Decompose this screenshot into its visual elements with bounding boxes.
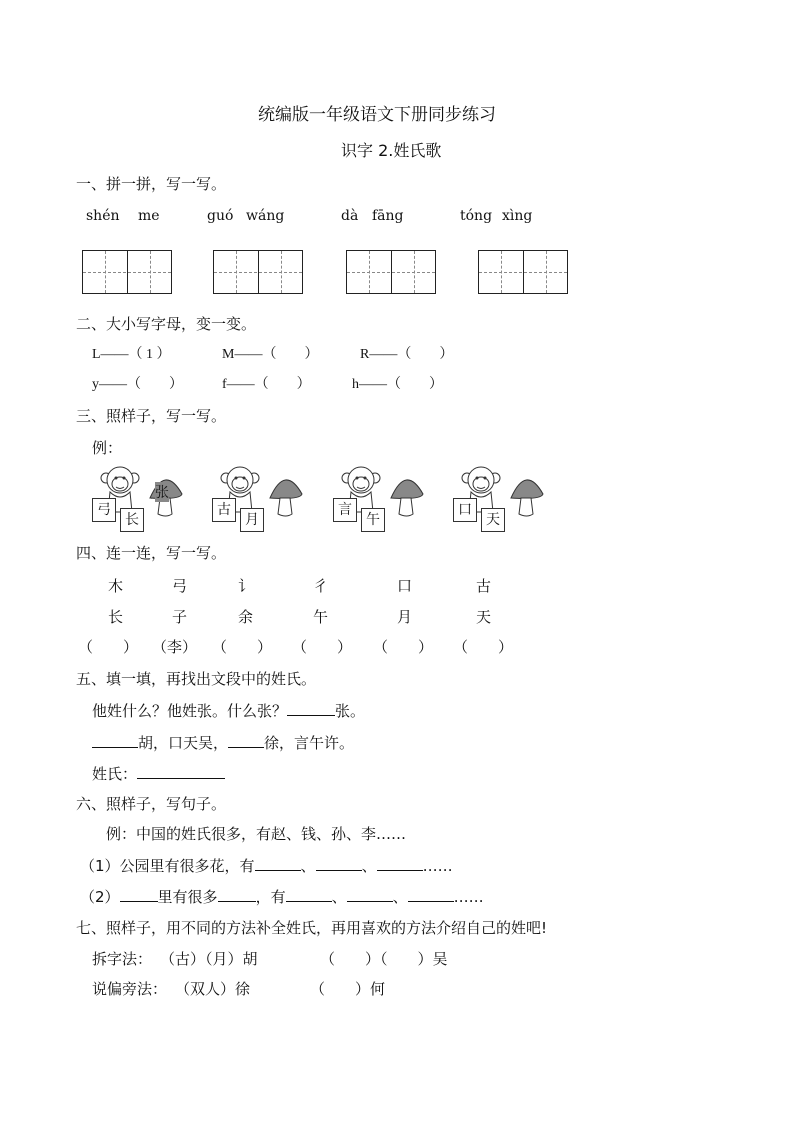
pinyin-4b: xìng	[502, 208, 533, 224]
q6-text: 、	[361, 857, 377, 875]
q5-heading: 五、填一填，再找出文段中的姓氏。	[76, 670, 317, 688]
radical-box: 弓	[92, 498, 116, 522]
writing-grid[interactable]	[478, 250, 568, 294]
method-blank[interactable]: （ ）（ ）吴	[320, 950, 448, 968]
component-box: 长	[120, 508, 144, 532]
match-top[interactable]: 古	[476, 577, 492, 595]
fill-blank[interactable]	[218, 887, 256, 902]
letter-item[interactable]: y——（ ）	[92, 377, 183, 392]
letter-item[interactable]: M——（ ）	[222, 347, 319, 362]
pinyin-2a: guó	[207, 208, 234, 224]
match-bottom[interactable]: 余	[238, 608, 254, 626]
q3-heading: 三、照样子，写一写。	[76, 407, 227, 425]
q6-text: （1）公园里有很多花，有	[80, 857, 255, 875]
fill-blank[interactable]	[377, 856, 423, 871]
example-label: 例：	[92, 439, 123, 457]
match-bottom[interactable]: 天	[476, 608, 492, 626]
lesson-subtitle: 识字 2.姓氏歌	[341, 141, 442, 160]
q6-text: 、	[300, 857, 316, 875]
fill-blank[interactable]	[228, 733, 264, 748]
q6-text: ……	[453, 888, 484, 906]
q6-text: 、	[331, 888, 347, 906]
match-top[interactable]: 弓	[172, 577, 188, 595]
fill-blank[interactable]	[287, 701, 335, 716]
fill-blank[interactable]	[255, 856, 301, 871]
match-answer[interactable]: （ ）	[373, 638, 434, 656]
q6-text: 里有很多	[157, 888, 218, 906]
q6-text: 、	[392, 888, 408, 906]
q6-example: 例：中国的姓氏很多，有赵、钱、孙、李……	[106, 825, 407, 843]
match-answer: （李）	[152, 638, 198, 656]
match-top[interactable]: 木	[108, 577, 124, 595]
q7-heading: 七、照样子，用不同的方法补全姓氏，再用喜欢的方法介绍自己的姓吧!	[76, 919, 548, 937]
component-box: 午	[361, 508, 385, 532]
q5-text: 他姓什么？他姓张。什么张？	[92, 702, 288, 720]
match-top[interactable]: 讠	[238, 577, 254, 595]
mushroom-answer: 张	[155, 482, 169, 502]
method-blank[interactable]: （ ）何	[310, 980, 386, 998]
match-answer[interactable]: （ ）	[78, 638, 139, 656]
monkey-mushroom-group	[212, 462, 312, 530]
q5-text: 张。	[335, 702, 366, 720]
writing-grid[interactable]	[82, 250, 172, 294]
fill-blank[interactable]	[316, 856, 362, 871]
q6-sentence-1	[80, 855, 453, 876]
writing-grid[interactable]	[213, 250, 303, 294]
match-top[interactable]: 口	[397, 577, 413, 595]
match-top[interactable]: 彳	[313, 577, 329, 595]
q1-heading: 一、拼一拼，写一写。	[76, 175, 227, 193]
q6-text: ，有	[255, 888, 286, 906]
match-answer[interactable]: （ ）	[292, 638, 353, 656]
match-answer[interactable]: （ ）	[212, 638, 273, 656]
method-example: （双人）徐	[175, 980, 251, 998]
pinyin-1b: me	[138, 208, 160, 224]
letter-item: L——（ 1 ）	[92, 347, 171, 362]
monkey-mushroom-group	[92, 462, 192, 530]
match-bottom[interactable]: 午	[313, 608, 329, 626]
q2-heading: 二、大小写字母，变一变。	[76, 315, 257, 333]
pinyin-2b: wáng	[246, 208, 285, 224]
q4-heading: 四、连一连，写一写。	[76, 544, 227, 562]
match-bottom[interactable]: 月	[397, 608, 413, 626]
pinyin-3a: dà	[341, 208, 359, 224]
q6-heading: 六、照样子，写句子。	[76, 795, 227, 813]
fill-blank[interactable]	[286, 887, 332, 902]
q6-text: ……	[422, 857, 453, 875]
radical-box: 言	[333, 498, 357, 522]
letter-item[interactable]: f——（ ）	[222, 377, 311, 392]
method-label: 说偏旁法：	[92, 980, 168, 998]
page-title: 统编版一年级语文下册同步练习	[258, 105, 496, 125]
match-bottom[interactable]: 长	[108, 608, 124, 626]
fill-blank[interactable]	[92, 733, 138, 748]
component-box: 月	[240, 508, 264, 532]
q5-line-1	[92, 700, 365, 721]
monkey-mushroom-group	[333, 462, 433, 530]
monkey-mushroom-group	[453, 462, 553, 530]
q5-line-2	[92, 732, 354, 753]
fill-blank[interactable]	[347, 887, 393, 902]
pinyin-3b: fāng	[372, 208, 404, 224]
fill-blank[interactable]	[137, 764, 225, 779]
method-example: （古）（月）胡	[160, 950, 258, 968]
surname-label: 姓氏：	[92, 765, 138, 783]
pinyin-4a: tóng	[460, 208, 493, 224]
writing-grid[interactable]	[346, 250, 436, 294]
component-box: 天	[481, 508, 505, 532]
method-label: 拆字法：	[92, 950, 153, 968]
radical-box: 古	[212, 498, 236, 522]
letter-item[interactable]: h——（ ）	[352, 377, 443, 392]
q5-text: 徐，言午许。	[264, 734, 355, 752]
q6-text: （2）	[80, 888, 120, 906]
letter-item[interactable]: R——（ ）	[360, 347, 454, 362]
q5-text: 胡，口天吴，	[138, 734, 229, 752]
q6-sentence-2	[80, 886, 484, 907]
match-answer[interactable]: （ ）	[453, 638, 514, 656]
q5-line-3	[92, 763, 225, 784]
fill-blank[interactable]	[120, 887, 158, 902]
match-bottom[interactable]: 子	[172, 608, 188, 626]
pinyin-1a: shén	[86, 208, 120, 224]
fill-blank[interactable]	[408, 887, 454, 902]
radical-box: 口	[453, 498, 477, 522]
